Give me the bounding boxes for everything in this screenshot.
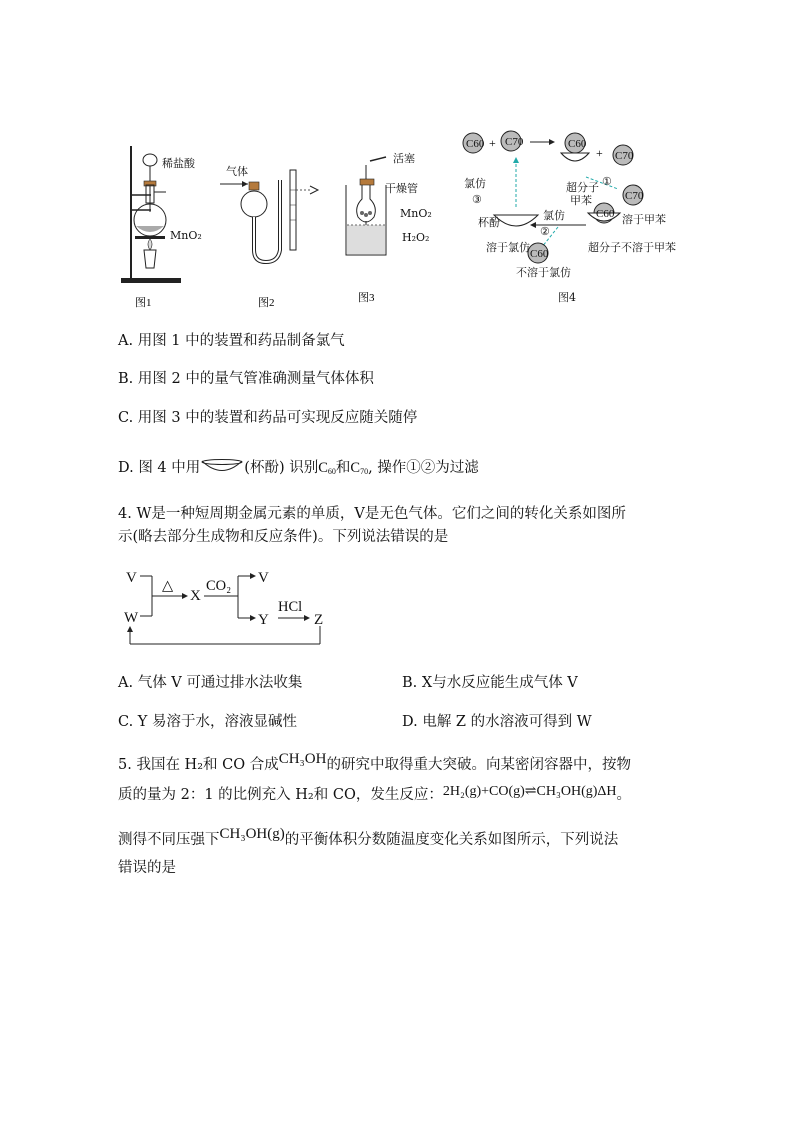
q4-node-y: Y [258,612,269,628]
figure-2-apparatus [218,160,328,308]
fig4-c60-a: C60 [466,138,485,150]
q5-ch3oh: CH₃OH [278,751,327,767]
label-h2o2: H₂O₂ [402,231,430,244]
q5-line3-suffix: 的平衡体积分数随温度变化关系如图所示，下列说法 [284,832,619,848]
q4-node-v: V [126,570,137,586]
fig4-c60-c: C60 [596,208,615,220]
q5-line1 [118,749,631,775]
fig4-dissolve-toluene: 溶于甲苯 [622,213,666,226]
q4-heat: △ [162,578,174,594]
q5-line2 [118,782,631,805]
q4-hcl: HCl [278,599,303,615]
q5-ch3oh-g: CH₃OH(g) [219,826,285,842]
figure-4-caption: 图4 [558,291,576,304]
q5-line1-suffix: 的研究中取得重大突破。向某密闭容器中，按物 [326,757,631,773]
q4-option-b: B. X与水反应能生成气体 V [402,675,578,691]
fig4-not-dissolve-chloroform: 不溶于氯仿 [516,266,571,279]
q4-node-z: Z [314,612,324,628]
q3-option-a: A. 用图 1 中的装置和药品制备氯气 [118,333,345,349]
q3-c70: $C_{70}$ [350,460,369,476]
q3-option-d-suffix: , 操作①②为过滤 [368,460,479,476]
label-mno2-fig3: MnO₂ [400,207,432,220]
fig4-super-mol: 超分子 [566,181,599,194]
label-dilute-hcl: 稀盐酸 [162,157,195,170]
fig4-step1: ① [602,175,612,188]
svg-text:+: + [489,136,496,150]
figure-3-caption: 图3 [358,292,375,304]
q3-option-d-prefix: D. 图 4 中用 [118,460,201,476]
label-gas: 气体 [226,165,248,178]
q3-option-c: C. 用图 3 中的装置和药品可实现反应随关随停 [118,410,418,426]
q4-node-v2: V [258,570,269,586]
fig4-chloroform-b: 氯仿 [543,209,565,222]
label-drying-tube: 干燥管 [385,182,418,195]
fig4-c60-b: C60 [568,138,587,150]
fig4-c60-d: C60 [530,248,549,260]
q3-c60: $C_{60}$ [318,460,336,476]
fig4-calixarene: 杯酚 [478,216,500,229]
figure-1-caption: 图1 [135,297,152,308]
figure-2 [218,160,328,308]
q5-line3-prefix: 测得不同压强下 [118,832,220,848]
q4-option-c: C. Y 易溶于水，溶液显碱性 [118,714,297,730]
fig4-chloroform-a: 氯仿 [464,177,486,190]
fig4-step3: ③ [472,193,482,206]
q4-option-d: D. 电解 Z 的水溶液可得到 W [402,714,592,730]
fig4-c70-b: C70 [615,150,634,162]
q4-option-a: A. 气体 V 可通过排水法收集 [118,675,303,691]
fig4-step2: ② [540,225,550,238]
q5-line2-prefix: 质的量为 2：1 的比例充入 H₂和 CO，发生反应： [118,787,443,803]
fig4-toluene: 甲苯 [570,194,592,207]
q4-node-x: X [190,588,201,604]
q5-line1-prefix: 5. 我国在 H₂和 CO 合成 [118,757,279,773]
fig4-c70-a: C70 [505,136,524,148]
q5-equation: 2H₂(g)+CO(g)⇌CH₃OH(g)ΔH [442,784,617,799]
fig4-c70-c: C70 [625,190,644,202]
q5-line4: 错误的是 [118,860,176,876]
q3-option-b: B. 用图 2 中的量气管准确测量气体体积 [118,371,374,387]
q4-node-w: W [124,610,139,626]
svg-text:+: + [596,146,603,160]
q3-option-d [118,458,479,482]
q4-stem-line2: 示(略去部分生成物和反应条件)。下列说法错误的是 [118,529,449,545]
figure-2-caption: 图2 [258,297,275,308]
q4-co2: CO₂ [206,578,232,594]
calixarene-bowl-icon [200,458,244,474]
q3-option-d-mid: (杯酚) 识别 [244,460,319,476]
q4-stem-line1: 4. W是一种短周期金属元素的单质，V是无色气体。它们之间的转化关系如图所 [118,506,626,522]
label-valve: 活塞 [393,152,415,165]
label-mno2-fig1: MnO₂ [170,229,202,242]
q5-line3 [118,824,618,850]
q3-and: 和 [335,460,351,476]
fig4-super-not-dissolve: 超分子不溶于甲苯 [588,241,676,254]
fig4-dissolve-chloroform: 溶于氯仿 [486,241,530,254]
q5-line2-end: 。 [616,787,632,803]
